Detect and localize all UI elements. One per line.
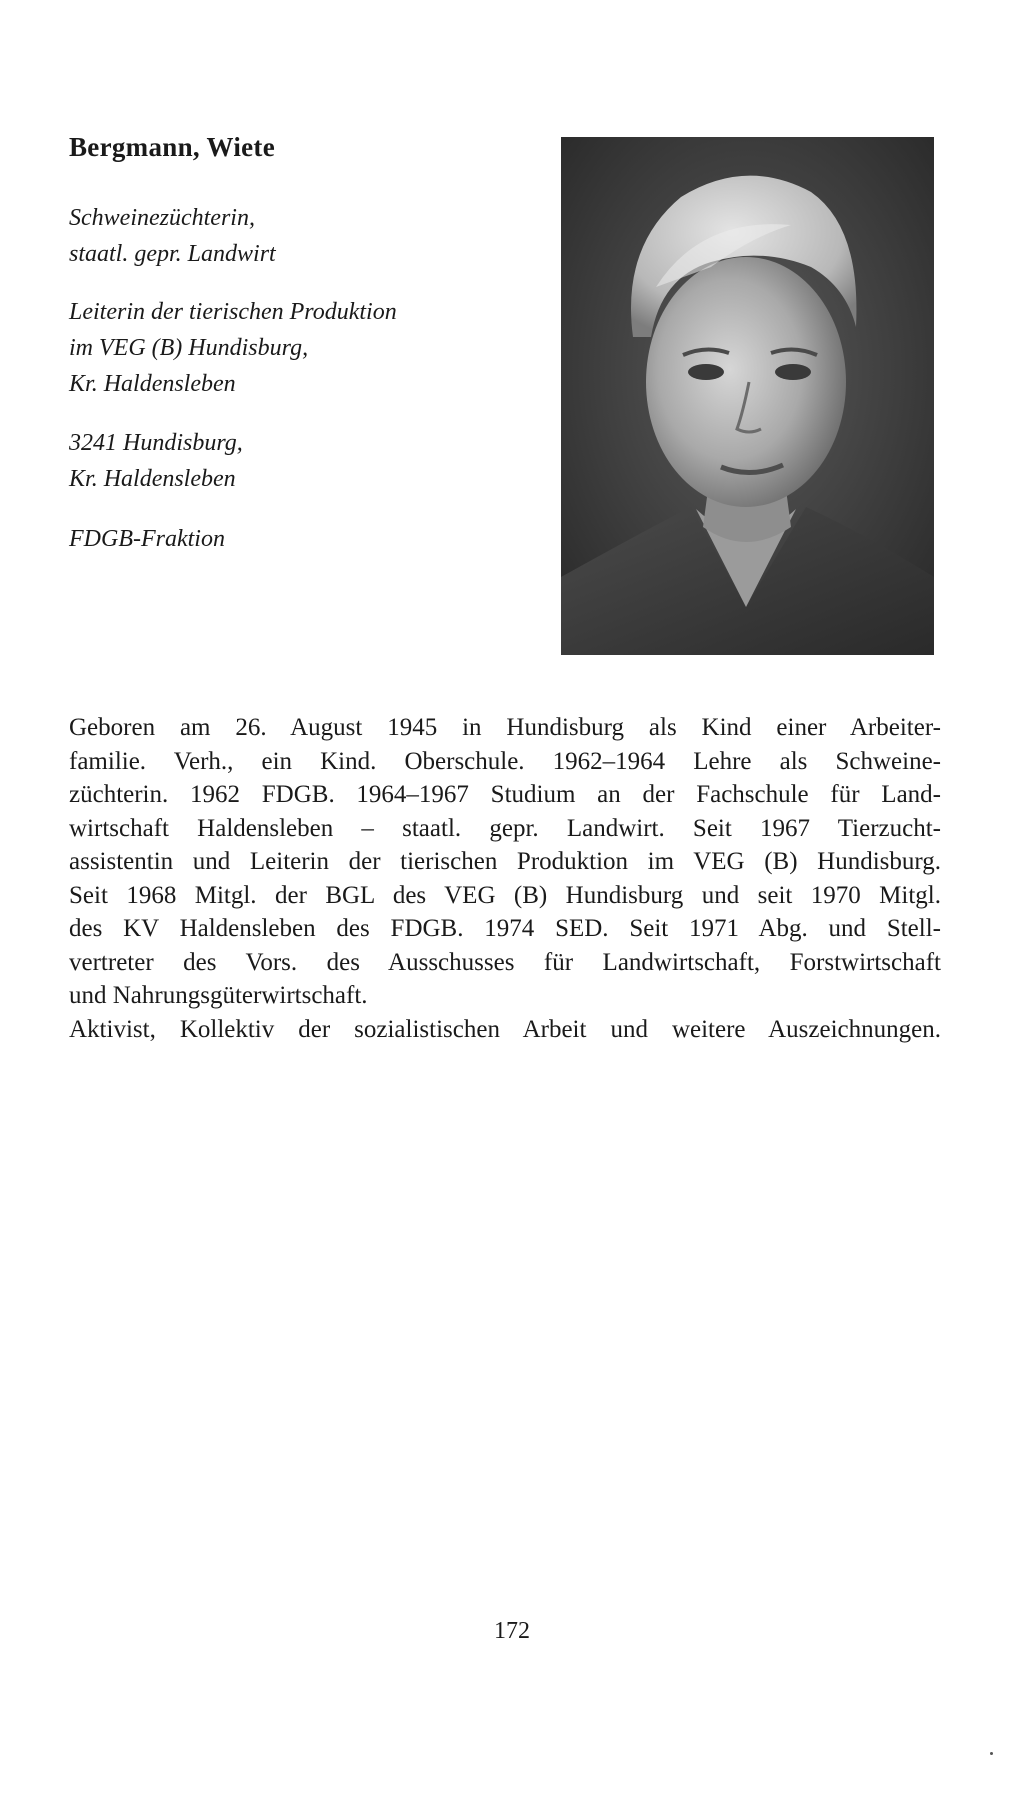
- biography-line: assistentin und Leiterin der tierischen Produktion im VEG (B) Hundisburg.: [69, 848, 941, 875]
- scan-speck: [990, 1752, 993, 1755]
- biography: [69, 711, 941, 1046]
- occupation-line: Schweinezüchterin,: [69, 205, 255, 231]
- biography-line: Seit 1968 Mitgl. der BGL des VEG (B) Hundisburg und seit 1970 Mitgl.: [69, 881, 941, 909]
- person-name: Bergmann, Wiete: [69, 132, 275, 162]
- biography-line: Geboren am 26. August 1945 in Hundisburg als Kind einer Arbeiter-: [69, 714, 941, 741]
- position: [69, 294, 397, 402]
- biography-line: des KV Haldensleben des FDGB. 1974 SED. Seit 1971 Abg. und Stell-: [69, 915, 941, 942]
- biography-line: und Nahrungsgüterwirtschaft.: [69, 982, 368, 1009]
- occupation-line: staatl. gepr. Landwirt: [69, 241, 276, 267]
- biography-line: züchterin. 1962 FDGB. 1964–1967 Studium an der Fachschule für Land-: [69, 781, 941, 808]
- position-line: Kr. Haldensleben: [69, 371, 236, 397]
- address-line: Kr. Haldensleben: [69, 466, 236, 492]
- position-line: Leiterin der tierischen Produktion: [69, 299, 397, 325]
- portrait-photo: [561, 137, 934, 655]
- faction: [69, 521, 225, 557]
- address: [69, 425, 243, 497]
- position-line: im VEG (B) Hundisburg,: [69, 335, 309, 361]
- biography-line: wirtschaft Haldensleben – staatl. gepr. Landwirt. Seit 1967 Tierzucht-: [69, 814, 941, 842]
- biography-line: vertreter des Vors. des Ausschusses für Landwirtschaft, Forstwirtschaft: [69, 948, 941, 976]
- biography-line: familie. Verh., ein Kind. Oberschule. 1962–1964 Lehre als Schweine-: [69, 747, 941, 775]
- occupation: [69, 200, 276, 272]
- awards: Aktivist, Kollektiv der sozialistischen Arbeit und weitere Auszeichnungen.: [69, 1015, 941, 1043]
- page-number: 172: [494, 1618, 530, 1644]
- faction-label: FDGB-Fraktion: [69, 526, 225, 552]
- address-line: 3241 Hundisburg,: [69, 430, 243, 456]
